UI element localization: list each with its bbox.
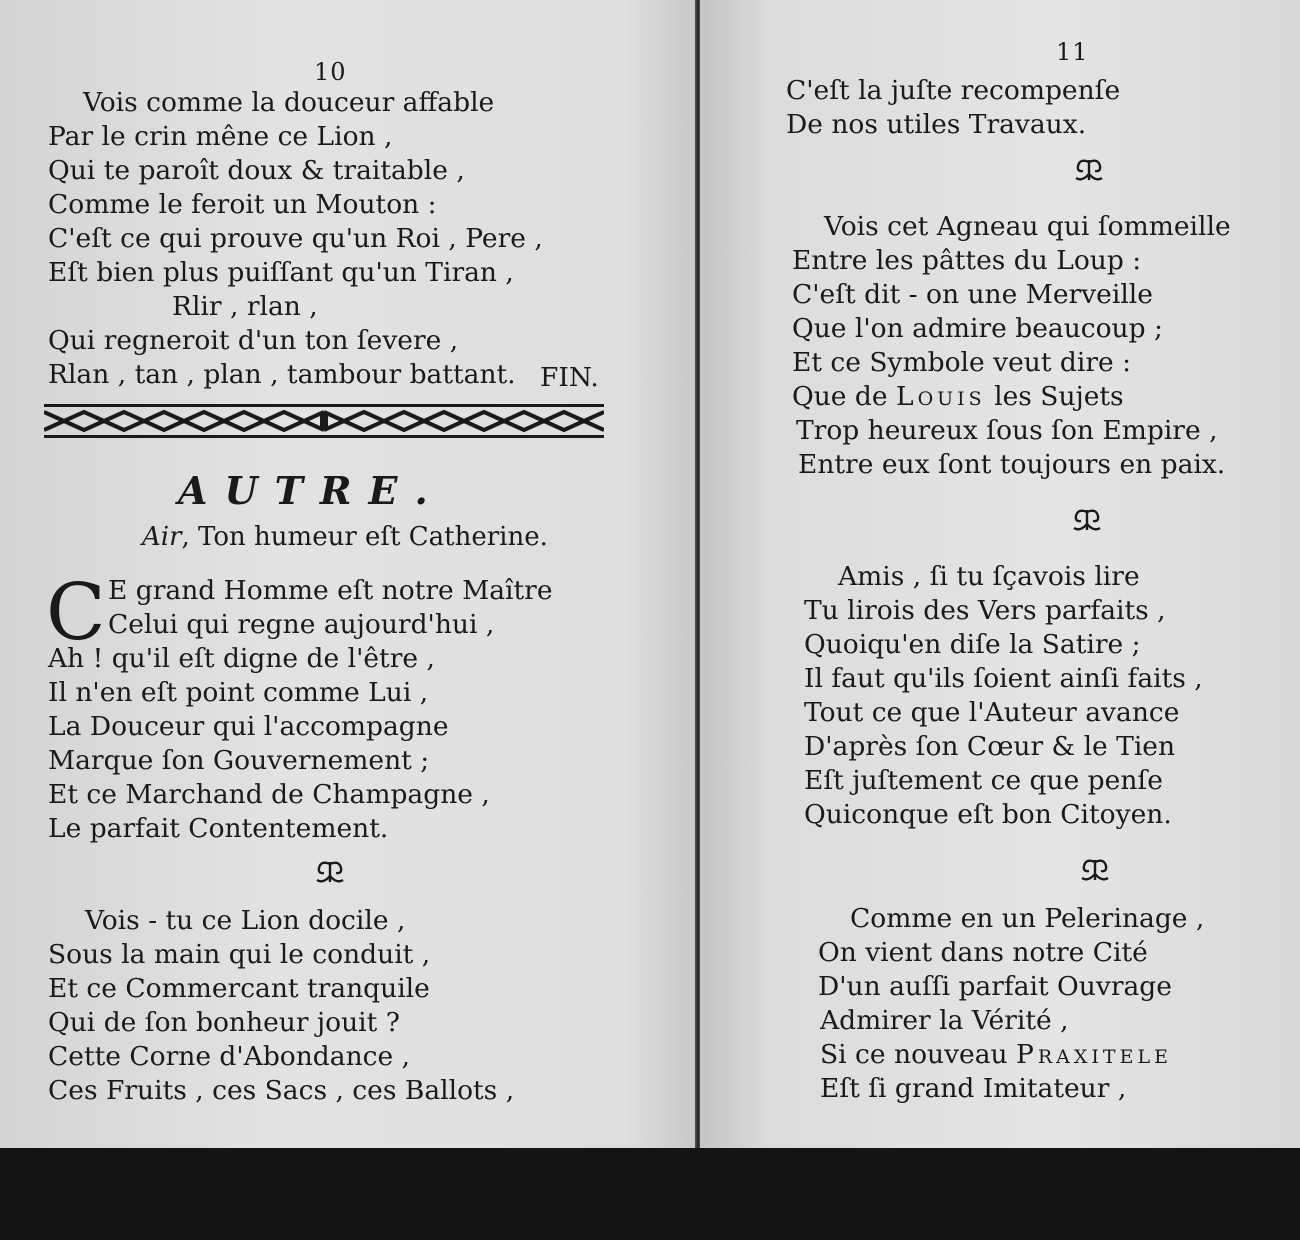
verse-line: La Douceur qui l'accompagne (48, 711, 449, 742)
fleuron-icon (313, 858, 347, 886)
verse-line: Qui de ſon bonheur jouit ? (48, 1007, 400, 1038)
verse-line: D'après ſon Cœur & le Tien (804, 731, 1176, 762)
verse-line: C'eſt ce qui prouve qu'un Roi , Pere , (48, 223, 543, 254)
page-number: 10 (314, 58, 347, 86)
fin-mark: FIN. (540, 362, 599, 393)
verse-line: Comme le feroit un Mouton : (48, 189, 437, 220)
verse-line: Il faut qu'ils ſoient ainſi faits , (804, 663, 1203, 694)
verse-line: Entre eux ſont toujours en paix. (798, 449, 1226, 480)
verse-line: Le parfait Contentement. (48, 813, 389, 844)
name-praxitele: Praxitele (1016, 1039, 1172, 1070)
verse-line: Et ce Commercant tranquile (48, 973, 430, 1004)
verse-line: Ah ! qu'il eſt digne de l'être , (48, 643, 435, 674)
verse-line: Ces Fruits , ces Sacs , ces Ballots , (48, 1075, 515, 1106)
verse-line: Marque ſon Gouvernement ; (48, 745, 430, 776)
verse-line: Par le crin mêne ce Lion , (48, 121, 393, 152)
decorative-rule (44, 400, 604, 442)
fleuron-icon (1078, 856, 1112, 884)
verse-line: C'eſt la juſte recompenſe (786, 75, 1121, 106)
fleuron-icon (1072, 156, 1106, 184)
verse-line: Rlir , rlan , (172, 291, 318, 322)
verse-line: Et ce Marchand de Champagne , (48, 779, 490, 810)
verse-line: Tu lirois des Vers parfaits , (804, 595, 1166, 626)
verse-line: Vois comme la douceur affable (83, 87, 495, 118)
verse-line: Eſt juſtement ce que penſe (804, 765, 1163, 796)
verse-line: Rlan , tan , plan , tambour battant. (48, 359, 516, 390)
verse-line: Vois - tu ce Lion docile , (85, 905, 406, 936)
verse-line: Sous la main qui le conduit , (48, 939, 431, 970)
text-segment: Si ce nouveau (820, 1039, 1017, 1070)
air-label: Air (142, 522, 182, 552)
verse-line: Et ce Symbole veut dire : (792, 347, 1132, 378)
verse-line: Eſt bien plus puiſſant qu'un Tiran , (48, 257, 514, 288)
verse-line-praxitele (820, 1039, 1172, 1070)
drop-cap: C (46, 568, 106, 658)
right-page (700, 0, 1300, 1148)
verse-line: Qui te paroît doux & traitable , (48, 155, 465, 186)
verse-line: C'eſt dit - on une Merveille (792, 279, 1153, 310)
text-segment: Que de (792, 381, 896, 412)
page-number: 11 (1056, 38, 1089, 66)
left-page (0, 0, 696, 1148)
verse-line-louis (792, 381, 1124, 412)
verse-line: E grand Homme eſt notre Maître (108, 575, 553, 606)
verse-line: Comme en un Pelerinage , (850, 903, 1205, 934)
verse-line: Vois cet Agneau qui ſommeille (824, 211, 1231, 242)
verse-line: Trop heureux ſous ſon Empire , (796, 415, 1218, 446)
verse-line: Amis , ſi tu ſçavois lire (838, 561, 1140, 592)
fleuron-icon (1070, 506, 1104, 534)
verse-line: Entre les pâttes du Loup : (792, 245, 1142, 276)
section-heading: AUTRE. (178, 468, 445, 513)
verse-line: Il n'en eſt point comme Lui , (48, 677, 429, 708)
air-tune: , Ton humeur eſt Catherine. (181, 522, 548, 552)
verse-line: Cette Corne d'Abondance , (48, 1041, 411, 1072)
verse-line: Quiconque eſt bon Citoyen. (804, 799, 1172, 830)
verse-line: Celui qui regne aujourd'hui , (108, 609, 495, 640)
verse-line: Quoiqu'en diſe la Satire ; (804, 629, 1141, 660)
verse-line: On vient dans notre Cité (818, 937, 1148, 968)
verse-line: Eſt ſi grand Imitateur , (820, 1073, 1127, 1104)
verse-line: Que l'on admire beaucoup ; (792, 313, 1163, 344)
name-louis: Louis (895, 381, 986, 412)
verse-line: D'un auſſi parfait Ouvrage (818, 971, 1172, 1002)
text-segment: les Sujets (985, 381, 1124, 412)
verse-line: De nos utiles Travaux. (786, 109, 1087, 140)
air-line (142, 522, 548, 552)
verse-line: Tout ce que l'Auteur avance (804, 697, 1180, 728)
verse-line: Qui regneroit d'un ton ſevere , (48, 325, 459, 356)
bottom-border (0, 1148, 1300, 1240)
verse-line: Admirer la Vérité , (820, 1005, 1069, 1036)
